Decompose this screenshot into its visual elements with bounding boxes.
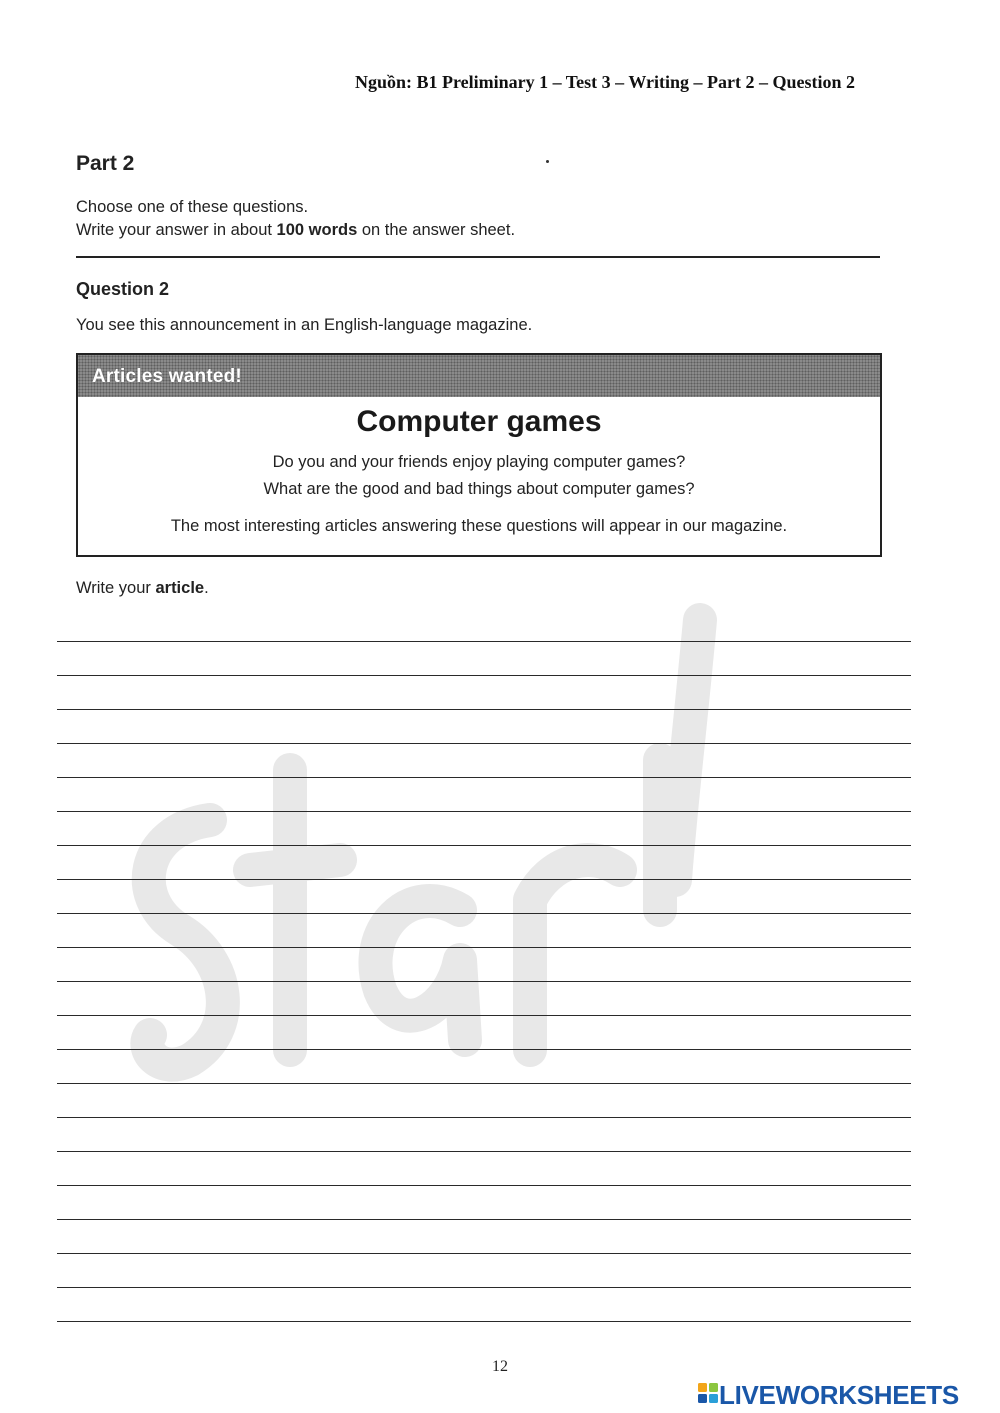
question-lead: You see this announcement in an English-language magazine. bbox=[76, 316, 533, 334]
announcement-question-1: Do you and your friends enjoy playing computer games? bbox=[272, 453, 686, 471]
word-count-emphasis: 100 words bbox=[276, 221, 358, 239]
instruction-text: Write your answer in about bbox=[76, 221, 277, 239]
instruction-line-1: Choose one of these questions. bbox=[76, 198, 309, 216]
answer-line[interactable] bbox=[57, 777, 911, 778]
source-reference: Nguồn: B1 Preliminary 1 – Test 3 – Writing – Part 2 – Question 2 bbox=[354, 72, 855, 92]
task-prompt-emphasis: article bbox=[155, 579, 205, 597]
announcement-box bbox=[76, 353, 882, 557]
answer-line[interactable] bbox=[57, 1049, 911, 1050]
answer-line[interactable] bbox=[57, 1253, 911, 1254]
instruction-line-2 bbox=[76, 221, 515, 240]
part-title: Part 2 bbox=[76, 152, 135, 175]
watermark bbox=[100, 580, 760, 1120]
task-prompt-text: Write your bbox=[76, 579, 156, 597]
page-number: 12 bbox=[492, 1358, 508, 1375]
answer-line[interactable] bbox=[57, 811, 911, 812]
announcement-title: Computer games bbox=[356, 405, 602, 438]
answer-line[interactable] bbox=[57, 641, 911, 642]
announcement-note: The most interesting articles answering these questions will appear in our magazine. bbox=[170, 517, 788, 535]
answer-line[interactable] bbox=[57, 913, 911, 914]
answer-line[interactable] bbox=[57, 879, 911, 880]
answer-line[interactable] bbox=[57, 1117, 911, 1118]
answer-line[interactable] bbox=[57, 981, 911, 982]
answer-line[interactable] bbox=[57, 709, 911, 710]
answer-line[interactable] bbox=[57, 1151, 911, 1152]
section-divider bbox=[76, 256, 880, 258]
instruction-text-end: on the answer sheet. bbox=[357, 221, 516, 239]
announcement-header: Articles wanted! bbox=[78, 355, 880, 397]
answer-line[interactable] bbox=[57, 845, 911, 846]
answer-line[interactable] bbox=[57, 1185, 911, 1186]
question-title: Question 2 bbox=[76, 279, 170, 299]
answer-line[interactable] bbox=[57, 1083, 911, 1084]
answer-line[interactable] bbox=[57, 1015, 911, 1016]
liveworksheets-logo-icon bbox=[697, 1382, 719, 1404]
announcement-question-2: What are the good and bad things about computer games? bbox=[263, 480, 695, 498]
task-prompt-end: . bbox=[204, 579, 209, 597]
answer-line[interactable] bbox=[57, 1287, 911, 1288]
answer-line[interactable] bbox=[57, 675, 911, 676]
answer-line[interactable] bbox=[57, 947, 911, 948]
answer-line[interactable] bbox=[57, 743, 911, 744]
answer-line[interactable] bbox=[57, 1321, 911, 1322]
brand-name: LIVEWORKSHEETS bbox=[719, 1380, 959, 1410]
answer-line[interactable] bbox=[57, 1219, 911, 1220]
stray-dot bbox=[546, 160, 549, 163]
